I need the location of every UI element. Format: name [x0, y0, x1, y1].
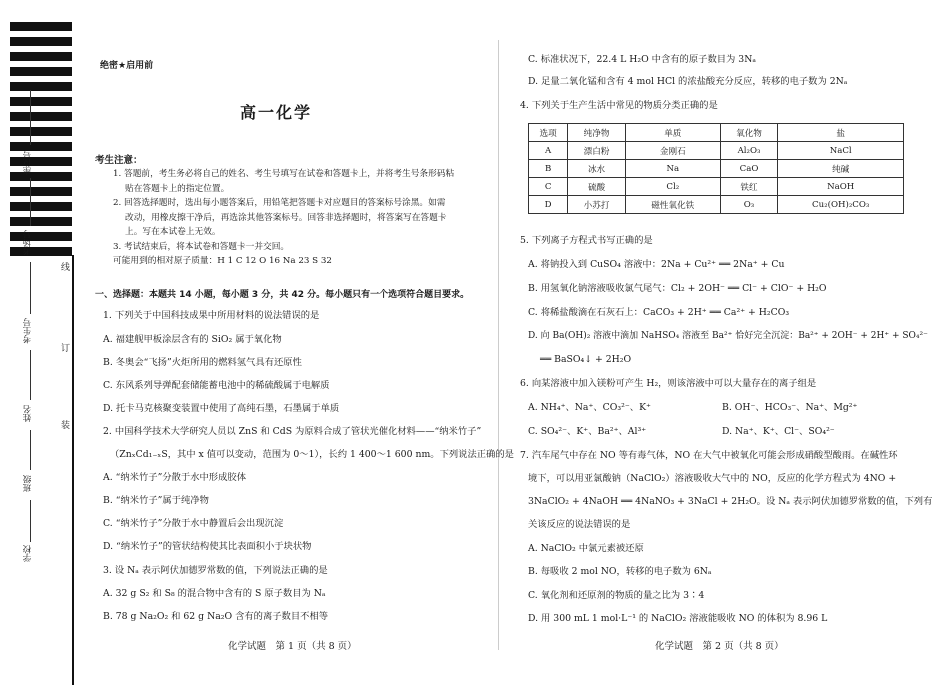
option: A. 32 g S₂ 和 S₈ 的混合物中含有的 S 原子数目为 Nₐ: [103, 588, 326, 599]
option: A. “纳米竹子”分散于水中形成胶体: [103, 472, 246, 483]
table-cell: Cu₂(OH)₂CO₃: [778, 196, 904, 214]
option: B. “纳米竹子”属于纯净物: [103, 495, 209, 506]
table-cell: Cl₂: [625, 178, 720, 196]
binding-margin: [0, 0, 86, 688]
table-cell: C: [529, 178, 568, 196]
option: D. 托卡马克核聚变装置中使用了高纯石墨，石墨属于单质: [103, 403, 340, 414]
table-cell: CaO: [720, 160, 778, 178]
binding-word-line: 线: [59, 262, 69, 271]
barcode-stripes: [10, 22, 72, 254]
table-cell: 小苏打: [568, 196, 626, 214]
notice-heading: 考生注意：: [95, 155, 143, 166]
option: B. 每吸收 2 mol NO，转移的电子数为 6Nₐ: [528, 566, 712, 577]
table-cell: 金刚石: [625, 142, 720, 160]
question-6: 6. 向某溶液中加入镁粉可产生 H₂，则该溶液中可以大量存在的离子组是: [520, 378, 817, 389]
option: D. 用 300 mL 1 mol·L⁻¹ 的 NaClO₂ 溶液能吸收 NO 的体积为 8.96 L: [528, 613, 828, 624]
question-7-cont: 3NaClO₂ + 4NaOH ══ 4NaNO₃ + 3NaCl + 2H₂O。设 Nₐ 表示阿伏加德罗常数的值，下列有: [528, 496, 933, 507]
question-1: 1. 下列关于中国科技成果中所用材料的说法错误的是: [103, 310, 320, 321]
confidential-mark: 绝密★启用前: [100, 61, 154, 71]
option: B. 用氢氧化钠溶液吸收氯气尾气：Cl₂ + 2OH⁻ ══ Cl⁻ + ClO⁻ + H₂O: [528, 283, 827, 294]
option: C. 东风系列导弹配套储能蓄电池中的稀硫酸属于电解质: [103, 380, 330, 391]
table-row: [529, 142, 904, 160]
question-3: 3. 设 Nₐ 表示阿伏加德罗常数的值，下列说法正确的是: [103, 565, 328, 576]
notice-line: 2. 回答选择题时，选出每小题答案后，用铅笔把答题卡对应题目的答案标号涂黑。如需: [113, 198, 446, 208]
table-cell: NaCl: [778, 142, 904, 160]
seat-number-field[interactable]: [30, 90, 31, 145]
footer-page-1: 化学试题 第 1 页（共 8 页）: [228, 641, 357, 652]
option: B. 78 g Na₂O₂ 和 62 g Na₂O 含有的离子数目不相等: [103, 611, 329, 622]
option: C. “纳米竹子”分散于水中静置后会出现沉淀: [103, 518, 284, 529]
room-number-label: 考场号: [23, 230, 33, 256]
option: D. 向 Ba(OH)₂ 溶液中滴加 NaHSO₄ 溶液至 Ba²⁺ 恰好完全沉淀：Ba²⁺ + 2OH⁻ + 2H⁺ + SO₄²⁻: [528, 331, 928, 341]
table-row: [529, 160, 904, 178]
question-7-cont: 关该反应的说法错误的是: [528, 519, 631, 530]
table-header: 氧化物: [720, 124, 778, 142]
question-2: 2. 中国科学技术大学研究人员以 ZnS 和 CdS 为原料合成了管状光催化材料——“纳米竹子”: [103, 426, 482, 437]
option: A. NaClO₂ 中氯元素被还原: [528, 543, 644, 554]
table-cell: Al₂O₃: [720, 142, 778, 160]
seat-number-label: 座位号: [23, 150, 33, 176]
option-cont: ══ BaSO₄↓ + 2H₂O: [540, 354, 632, 365]
option: D. Na⁺、K⁺、Cl⁻、SO₄²⁻: [722, 426, 835, 437]
notice-line: 改动，用橡皮擦干净后，再选涂其他答案标号。回答非选择题时，将答案写在答题卡: [125, 212, 447, 223]
candidate-number-label: 考生号: [23, 318, 33, 344]
table-cell: 磁性氧化铁: [625, 196, 720, 214]
notice-body: [113, 167, 488, 269]
class-field[interactable]: [30, 430, 31, 470]
option: D. “纳米竹子”的管状结构使其比表面积小于块状物: [103, 541, 312, 552]
atomic-mass-line: 可能用到的相对原子质量：H 1 C 12 O 16 Na 23 S 32: [113, 256, 332, 266]
option: C. 氧化剂和还原剂的物质的量之比为 3∶4: [528, 590, 705, 601]
table-header-row: [529, 124, 904, 142]
question-4: 4. 下列关于生产生活中常见的物质分类正确的是: [520, 100, 718, 111]
notice-line: 上。写在本试卷上无效。: [125, 227, 221, 237]
table-cell: 纯碱: [778, 160, 904, 178]
table-cell: 硫酸: [568, 178, 626, 196]
table-header: 纯净物: [568, 124, 626, 142]
table-cell: Na: [625, 160, 720, 178]
binding-line: [72, 255, 74, 685]
table-row: [529, 196, 904, 214]
room-number-field[interactable]: [30, 178, 31, 226]
section-heading: 一、选择题：本题共 14 小题，每小题 3 分，共 42 分。每小题只有一个选项符合题目要求。: [95, 290, 470, 300]
option: A. 将钠投入到 CuSO₄ 溶液中：2Na + Cu²⁺ ══ 2Na⁺ + Cu: [528, 259, 785, 270]
candidate-number-field[interactable]: [30, 262, 31, 314]
option: B. 冬奥会“飞扬”火炬所用的燃料氢气具有还原性: [103, 357, 302, 368]
footer-page-2: 化学试题 第 2 页（共 8 页）: [655, 641, 784, 652]
page-title: 高一化学: [240, 103, 313, 122]
question-2-cont: （ZnₓCd₁₋ₓS，其中 x 值可以变动，范围为 0～1），长约 1 400～1 600 nm。下列说法正确的是: [110, 449, 514, 460]
notice-line: 1. 答题前，考生务必将自己的姓名、考生号填写在试卷和答题卡上，并将考生号条形码粘: [113, 169, 455, 179]
school-label: 学校: [23, 545, 33, 562]
table-header: 选项: [529, 124, 568, 142]
option: C. SO₄²⁻、K⁺、Ba²⁺、Al³⁺: [528, 426, 647, 437]
table-cell: O₃: [720, 196, 778, 214]
table-cell: A: [529, 142, 568, 160]
notice-line: 贴在答题卡上的指定位置。: [125, 183, 230, 194]
table-cell: D: [529, 196, 568, 214]
name-label: 姓名: [23, 405, 33, 422]
page-divider: [498, 40, 499, 650]
binding-word-bind: 装: [59, 420, 69, 429]
table-cell: 冰水: [568, 160, 626, 178]
option: C. 标准状况下，22.4 L H₂O 中含有的原子数目为 3Nₐ: [528, 54, 756, 65]
option: C. 将稀盐酸滴在石灰石上：CaCO₃ + 2H⁺ ══ Ca²⁺ + H₂CO₃: [528, 307, 790, 318]
binding-word-staple: 订: [59, 343, 69, 352]
question-7: 7. 汽车尾气中存在 NO 等有毒气体，NO 在大气中被氧化可能会形成硝酸型酸雨。在碱性环: [520, 450, 898, 461]
table-header: 单质: [625, 124, 720, 142]
option: D. 足量二氧化锰和含有 4 mol HCl 的浓盐酸充分反应，转移的电子数为 2Nₐ: [528, 76, 848, 87]
option: A. 福建舰甲板涂层含有的 SiO₂ 属于氧化物: [103, 334, 282, 345]
notice-line: 3. 考试结束后，将本试卷和答题卡一并交回。: [113, 241, 290, 252]
table-cell: NaOH: [778, 178, 904, 196]
option: A. NH₄⁺、Na⁺、CO₃²⁻、K⁺: [528, 402, 651, 413]
table-header: 盐: [778, 124, 904, 142]
option: B. OH⁻、HCO₃⁻、Na⁺、Mg²⁺: [722, 402, 858, 413]
table-row: [529, 178, 904, 196]
class-label: 班级: [23, 475, 33, 492]
question-7-cont: 境下，可以用亚氯酸钠（NaClO₂）溶液吸收大气中的 NO，反应的化学方程式为 4NO +: [528, 473, 897, 484]
question-5: 5. 下列离子方程式书写正确的是: [520, 235, 653, 246]
table-cell: B: [529, 160, 568, 178]
table-cell: 漂白粉: [568, 142, 626, 160]
table-cell: 铁红: [720, 178, 778, 196]
name-field[interactable]: [30, 350, 31, 400]
classification-table: [528, 123, 904, 214]
school-field[interactable]: [30, 500, 31, 542]
